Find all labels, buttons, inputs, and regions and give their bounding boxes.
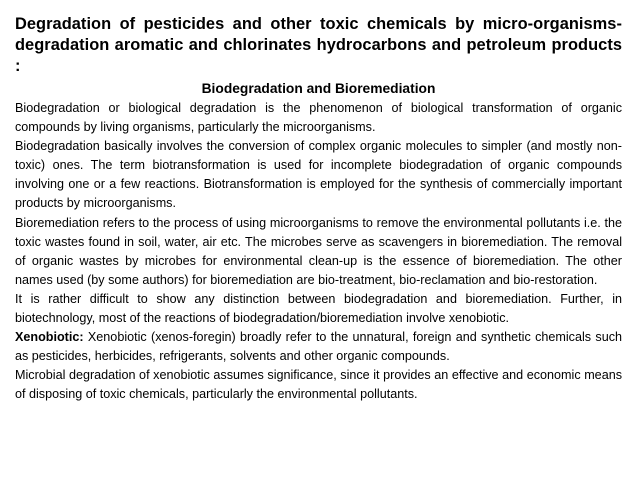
paragraph-distinction: It is rather difficult to show any distinction between biodegradation and bioremediation. Further, in biotechnology, most of the reactions of biodegradation/bioremediation involve xenobiotic. bbox=[15, 291, 622, 326]
slide-title: Degradation of pesticides and other toxic chemicals by micro-organisms-degradation aromatic and chlorinates hydrocarbons and petroleum products : bbox=[15, 15, 622, 75]
xenobiotic-definition: Xenobiotic (xenos-foregin) broadly refer to the unnatural, foreign and synthetic chemicals such as pesticides, herbicides, refrigerants, solvents and other organic compounds. bbox=[15, 330, 622, 364]
paragraph-biotransformation: Biodegradation basically involves the conversion of complex organic molecules to simpler (and mostly non-toxic) ones. The term biotransformation is used for incomplete biodegradation of organic compounds involving one or a few reactions. Biotransformation is employed for the synthesis of commercially important products by microorganisms. bbox=[15, 139, 622, 211]
paragraph-biodegradation-definition: Biodegradation or biological degradation is the phenomenon of biological transformation of organic compounds by living organisms, particularly the microorganisms. bbox=[15, 101, 622, 135]
section-heading: Biodegradation and Bioremediation bbox=[201, 81, 436, 96]
paragraph-microbial-degradation: Microbial degradation of xenobiotic assumes significance, since it provides an effective and economic means of disposing of toxic chemicals, particularly the environmental pollutants. bbox=[15, 368, 622, 402]
paragraph-bioremediation: Bioremediation refers to the process of using microorganisms to remove the environmental pollutants i.e. the toxic wastes found in soil, water, air etc. The microbes serve as scavengers in bioremediation. The removal of organic wastes by microbes for environmental clean-up is the essence of bioremediation. The other names used (by some authors) for bioremediation are bio-treatment, bio-reclamation and bio-restoration. bbox=[15, 215, 622, 287]
xenobiotic-term: Xenobiotic: bbox=[15, 330, 84, 345]
paragraph-xenobiotic bbox=[15, 328, 622, 366]
